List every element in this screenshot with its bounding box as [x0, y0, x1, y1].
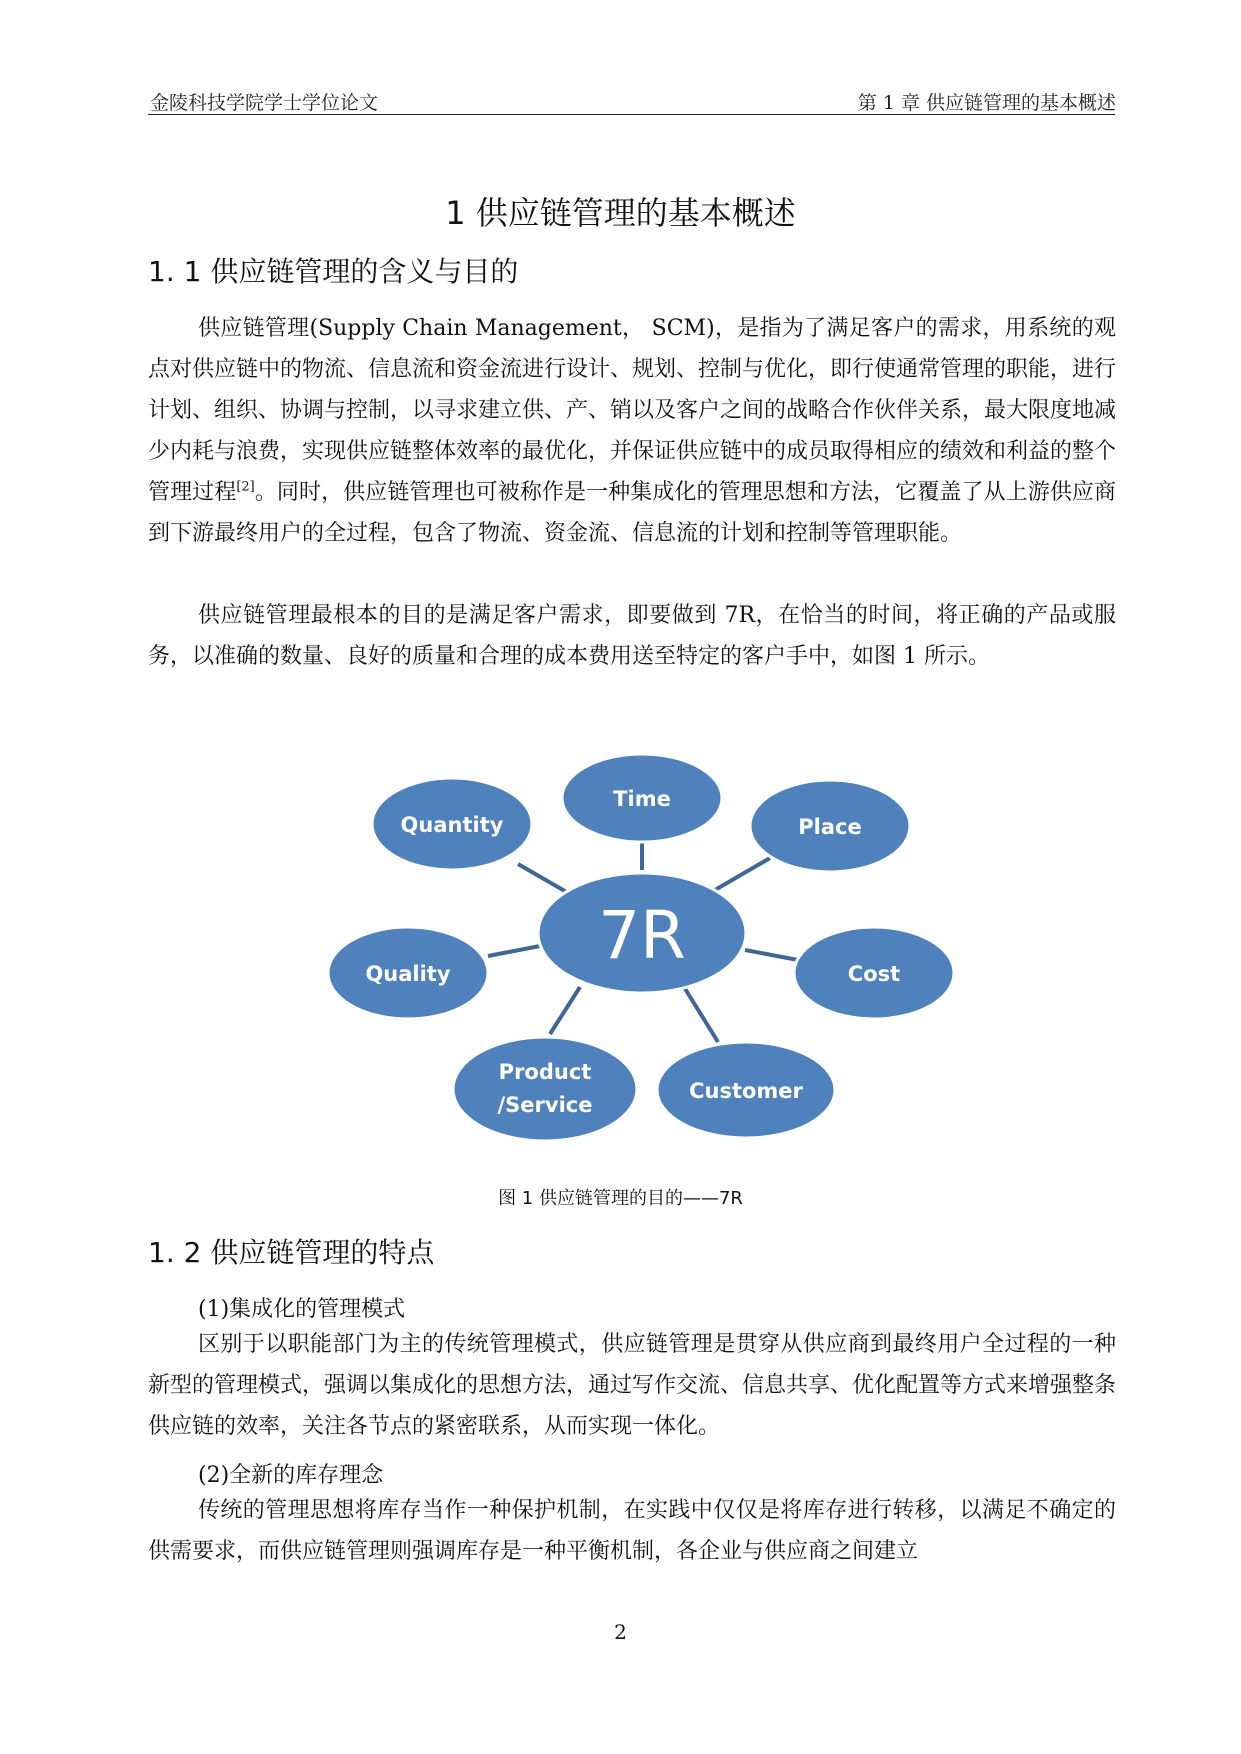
node-quality-label: Quality: [365, 962, 451, 986]
figure-caption: 图 1 供应链管理的目的——7R: [498, 1188, 743, 1209]
connector-product: [550, 987, 580, 1034]
chapter-title: 1 供应链管理的基本概述: [445, 194, 796, 232]
running-header-right: 第 1 章 供应链管理的基本概述: [857, 92, 1116, 114]
paragraph-scm-definition-text: 供应链管理(Supply Chain Management， SCM)，是指为了满足客户的需求，用系统的观点对供应链中的物流、信息流和资金流进行设计、规划、控制与优化，即行使通常管理的职能，进行计划、组织、协调与控制，以寻求建立供、产、销以及客户之间的战略合作伙伴关系，最大限度地减少内耗与浪费，实现供应链整体效率的最优化，并保证供应链中的成员取得相应的绩效和利益的整个管理过程: [148, 316, 1117, 505]
node-product-label: Product: [498, 1060, 592, 1084]
page-number: 2: [614, 1620, 627, 1644]
node-service-label: /Service: [497, 1093, 593, 1117]
subheading-inventory-concept: (2)全新的库存理念: [198, 1463, 384, 1488]
citation-ref[interactable]: [2]: [236, 479, 255, 495]
connector-place: [715, 858, 770, 890]
connector-customer: [684, 987, 718, 1042]
paragraph-integrated-mode: 区别于以职能部门为主的传统管理模式，供应链管理是贯穿从供应商到最终用户全过程的一种新型的管理模式，强调以集成化的思想方法，通过写作交流、信息共享、优化配置等方式来增强整条供应链的效率，关注各节点的紧密联系，从而实现一体化。: [148, 1332, 1117, 1439]
node-cost-label: Cost: [847, 962, 901, 986]
node-7r-center: [538, 873, 746, 993]
section-title-1-1: 1. 1 供应链管理的含义与目的: [148, 255, 519, 288]
running-header-left: 金陵科技学院学士学位论文: [150, 92, 379, 114]
header-rule: [148, 114, 1115, 115]
node-quantity-label: Quantity: [400, 813, 504, 837]
subheading-integrated-mode: (1)集成化的管理模式: [198, 1297, 406, 1322]
node-quality: [328, 927, 488, 1019]
node-quantity: [372, 778, 532, 870]
node-place: [750, 780, 910, 872]
connector-cost: [745, 950, 798, 960]
node-place-label: Place: [798, 815, 862, 839]
node-customer: [657, 1042, 835, 1138]
node-time-label: Time: [613, 787, 671, 811]
paragraph-scm-definition-tail: 。同时，供应链管理也可被称作是一种集成化的管理思想和方法，它覆盖了从上游供应商到下游最终用户的全过程，包含了物流、资金流、信息流的计划和控制等管理职能。: [148, 480, 1116, 546]
connector-quantity: [518, 864, 570, 894]
paragraph-scm-purpose: 供应链管理最根本的目的是满足客户需求，即要做到 7R，在恰当的时间，将正确的产品或服务，以准确的数量、良好的质量和合理的成本费用送至特定的客户手中，如图 1 所示。: [148, 603, 1116, 669]
node-cost: [794, 927, 954, 1019]
node-product-service: [453, 1037, 637, 1141]
7r-diagram-svg: [320, 720, 960, 1150]
paragraph-scm-definition: [148, 308, 1116, 554]
section-title-1-2: 1. 2 供应链管理的特点: [148, 1236, 435, 1269]
center-7r-label: 7R: [598, 897, 686, 974]
node-time: [562, 754, 722, 842]
paragraph-inventory-concept: 传统的管理思想将库存当作一种保护机制，在实践中仅仅是将库存进行转移，以满足不确定的供需要求，而供应链管理则强调库存是一种平衡机制，各企业与供应商之间建立: [148, 1498, 1116, 1564]
node-customer-label: Customer: [689, 1079, 803, 1103]
connector-quality: [488, 946, 540, 956]
figure-7r-diagram: [320, 720, 960, 1150]
